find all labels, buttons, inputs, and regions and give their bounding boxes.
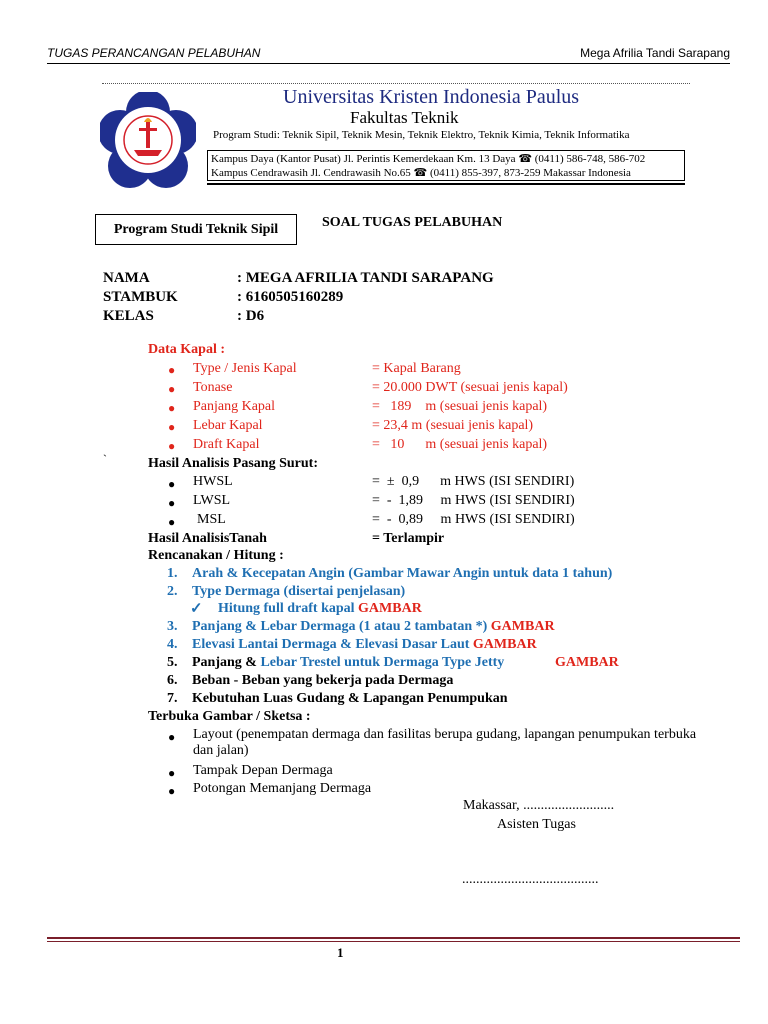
sketch-item: Tampak Depan Dermaga bbox=[193, 763, 333, 778]
identity-value: : 6160505160289 bbox=[237, 289, 344, 305]
kapal-item-label: Lebar Kapal bbox=[193, 418, 263, 433]
list-number: 4. bbox=[167, 637, 178, 652]
faculty-name: Fakultas Teknik bbox=[350, 108, 459, 127]
identity-label: NAMA bbox=[103, 270, 150, 286]
gambar-tag: GAMBAR bbox=[358, 601, 422, 616]
kapal-item-value: = 189 m (sesuai jenis kapal) bbox=[372, 399, 548, 414]
campus-address-box bbox=[207, 150, 685, 181]
bullet-icon: ● bbox=[168, 515, 176, 529]
letterhead-rule bbox=[207, 183, 685, 185]
bullet-icon: ● bbox=[168, 401, 176, 415]
tide-label: MSL bbox=[197, 512, 226, 527]
task-item bbox=[192, 619, 555, 635]
assignment-title: SOAL TUGAS PELABUHAN bbox=[322, 215, 503, 230]
list-number: 3. bbox=[167, 619, 178, 634]
footer-rule bbox=[47, 941, 740, 942]
university-name: Universitas Kristen Indonesia Paulus bbox=[283, 86, 580, 108]
tanah-value: = Terlampir bbox=[372, 531, 445, 546]
bullet-icon: ● bbox=[168, 363, 176, 377]
check-icon: ✓ bbox=[190, 601, 203, 617]
bullet-icon: ● bbox=[168, 784, 176, 798]
bullet-icon: ● bbox=[168, 496, 176, 510]
identity-label: KELAS bbox=[103, 308, 154, 324]
bullet-icon: ● bbox=[168, 477, 176, 491]
signature-place: Makassar, .......................... bbox=[463, 798, 615, 813]
kapal-item-label: Panjang Kapal bbox=[193, 399, 276, 414]
data-kapal-title: Data Kapal : bbox=[148, 342, 225, 357]
task-item-text: Panjang & bbox=[192, 655, 257, 670]
page-number: 1 bbox=[337, 945, 344, 960]
bullet-icon: ● bbox=[168, 382, 176, 396]
tide-value: = - 0,89 m HWS (ISI SENDIRI) bbox=[372, 512, 575, 527]
university-logo bbox=[100, 92, 196, 188]
task-item-text: Panjang & Lebar Dermaga (1 atau 2 tambatan *) bbox=[192, 619, 488, 634]
signature-line: ....................................... bbox=[462, 872, 599, 887]
task-item bbox=[192, 655, 504, 671]
identity-value: : D6 bbox=[237, 308, 265, 324]
task-item: Beban - Beban yang bekerja pada Dermaga bbox=[192, 673, 454, 688]
sketch-item-cont: dan jalan) bbox=[193, 743, 249, 758]
sketch-item: Potongan Memanjang Dermaga bbox=[193, 781, 372, 796]
list-number: 7. bbox=[167, 691, 178, 706]
task-item: Type Dermaga (disertai penjelasan) bbox=[192, 584, 406, 599]
list-number: 2. bbox=[167, 584, 178, 599]
kapal-item-value: = 10 m (sesuai jenis kapal) bbox=[372, 437, 548, 452]
list-number: 5. bbox=[167, 655, 178, 670]
gambar-tag: GAMBAR bbox=[555, 655, 619, 670]
bullet-icon: ● bbox=[168, 766, 176, 780]
campus-address-2: Kampus Cendrawasih Jl. Cendrawasih No.65 ☎ (0411) 855-397, 873-259 Makassar Indonesia bbox=[211, 167, 631, 179]
campus-address-1: Kampus Daya (Kantor Pusat) Jl. Perintis Kemerdekaan Km. 13 Daya ☎ (0411) 586-748, 586-702 bbox=[211, 153, 646, 165]
study-programs: Program Studi: Teknik Sipil, Teknik Mesin, Teknik Elektro, Teknik Kimia, Teknik Informatika bbox=[213, 129, 630, 141]
tide-value: = ± 0,9 m HWS (ISI SENDIRI) bbox=[372, 474, 575, 489]
task-item: Kebutuhan Luas Gudang & Lapangan Penumpukan bbox=[192, 691, 508, 706]
letterhead-dotted-rule bbox=[102, 83, 690, 84]
task-item-text: Elevasi Lantai Dermaga & Elevasi Dasar Laut bbox=[192, 637, 470, 652]
rencana-title: Rencanakan / Hitung : bbox=[148, 548, 284, 563]
stray-mark: ` bbox=[103, 452, 107, 466]
kapal-item-label: Tonase bbox=[193, 380, 233, 395]
bullet-icon: ● bbox=[168, 439, 176, 453]
running-header-right: Mega Afrilia Tandi Sarapang bbox=[580, 46, 730, 60]
kapal-item-value: = Kapal Barang bbox=[372, 361, 461, 376]
identity-label: STAMBUK bbox=[103, 289, 178, 305]
kapal-item-value: = 20.000 DWT (sesuai jenis kapal) bbox=[372, 380, 568, 395]
task-subitem-text: Hitung full draft kapal bbox=[218, 601, 355, 616]
tanah-label: Hasil AnalisisTanah bbox=[148, 531, 267, 546]
task-item-text: Lebar Trestel untuk Dermaga Type Jetty bbox=[260, 655, 505, 670]
task-subitem bbox=[218, 601, 422, 617]
identity-value: : MEGA AFRILIA TANDI SARAPANG bbox=[237, 270, 494, 286]
terbuka-title: Terbuka Gambar / Sketsa : bbox=[148, 709, 311, 724]
list-number: 6. bbox=[167, 673, 178, 688]
list-number: 1. bbox=[167, 566, 178, 581]
gambar-tag: GAMBAR bbox=[490, 619, 555, 634]
header-rule bbox=[47, 63, 730, 64]
signature-role: Asisten Tugas bbox=[497, 817, 576, 832]
tide-label: HWSL bbox=[193, 474, 233, 489]
kapal-item-label: Type / Jenis Kapal bbox=[193, 361, 297, 376]
pasang-surut-title: Hasil Analisis Pasang Surut: bbox=[148, 456, 318, 471]
bullet-icon: ● bbox=[168, 420, 176, 434]
tide-label: LWSL bbox=[193, 493, 231, 508]
kapal-item-value: = 23,4 m (sesuai jenis kapal) bbox=[372, 418, 534, 433]
sketch-item: Layout (penempatan dermaga dan fasilitas berupa gudang, lapangan penumpukan terbuka bbox=[193, 727, 697, 742]
bullet-icon: ● bbox=[168, 730, 176, 744]
tide-value: = - 1,89 m HWS (ISI SENDIRI) bbox=[372, 493, 575, 508]
gambar-tag: GAMBAR bbox=[472, 637, 537, 652]
running-header-left: TUGAS PERANCANGAN PELABUHAN bbox=[47, 46, 261, 60]
study-program-box: Program Studi Teknik Sipil bbox=[95, 214, 297, 245]
kapal-item-label: Draft Kapal bbox=[193, 437, 260, 452]
footer-rule bbox=[47, 937, 740, 939]
task-item bbox=[192, 637, 537, 653]
task-item: Arah & Kecepatan Angin (Gambar Mawar Angin untuk data 1 tahun) bbox=[192, 566, 613, 581]
